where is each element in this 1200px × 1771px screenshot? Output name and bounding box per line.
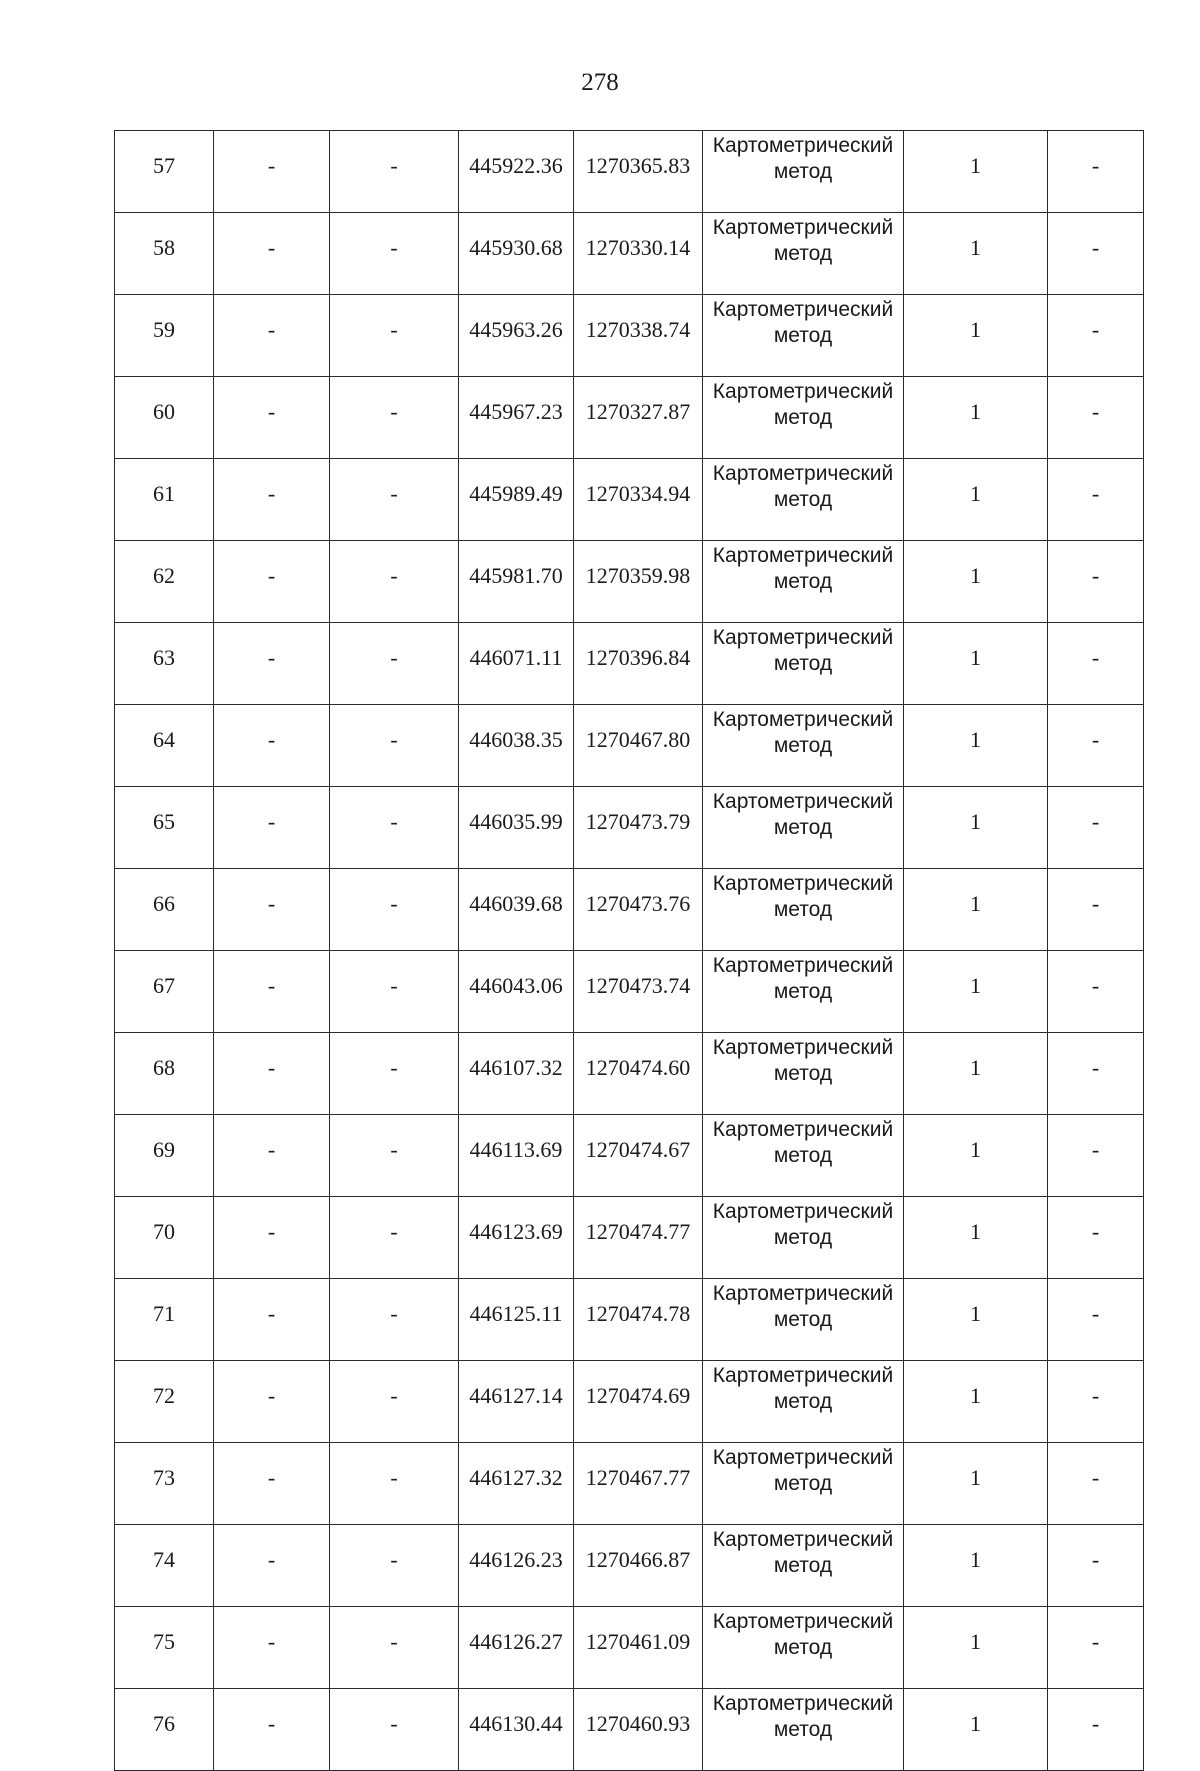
method-cell bbox=[703, 377, 904, 459]
method-line-2: метод bbox=[773, 1636, 833, 1659]
column-2-cell: - bbox=[214, 623, 330, 705]
table-row bbox=[115, 1607, 1144, 1689]
point-number-cell: 62 bbox=[115, 541, 214, 623]
x-coordinate-cell: 445922.36 bbox=[459, 131, 574, 213]
column-3-cell: - bbox=[330, 1525, 459, 1607]
method-cell bbox=[703, 705, 904, 787]
x-coordinate-cell: 446123.69 bbox=[459, 1197, 574, 1279]
y-coordinate-cell: 1270473.76 bbox=[574, 869, 703, 951]
x-coordinate-cell: 446127.14 bbox=[459, 1361, 574, 1443]
method-line-1: Картометрический bbox=[712, 298, 894, 321]
x-coordinate-cell: 446039.68 bbox=[459, 869, 574, 951]
point-number-cell: 64 bbox=[115, 705, 214, 787]
point-number-cell: 72 bbox=[115, 1361, 214, 1443]
column-3-cell: - bbox=[330, 1033, 459, 1115]
method-line-1: Картометрический bbox=[712, 216, 894, 239]
method-line-2: метод bbox=[773, 980, 833, 1003]
y-coordinate-cell: 1270461.09 bbox=[574, 1607, 703, 1689]
accuracy-cell: 1 bbox=[904, 1525, 1048, 1607]
method-cell bbox=[703, 1197, 904, 1279]
method-line-1: Картометрический bbox=[712, 1036, 894, 1059]
column-3-cell: - bbox=[330, 377, 459, 459]
y-coordinate-cell: 1270467.77 bbox=[574, 1443, 703, 1525]
coordinates-table bbox=[114, 130, 1144, 1771]
y-coordinate-cell: 1270474.60 bbox=[574, 1033, 703, 1115]
table-row bbox=[115, 1033, 1144, 1115]
x-coordinate-cell: 446038.35 bbox=[459, 705, 574, 787]
column-3-cell: - bbox=[330, 705, 459, 787]
x-coordinate-cell: 446035.99 bbox=[459, 787, 574, 869]
point-number-cell: 69 bbox=[115, 1115, 214, 1197]
column-3-cell: - bbox=[330, 787, 459, 869]
method-line-2: метод bbox=[773, 160, 833, 183]
x-coordinate-cell: 446125.11 bbox=[459, 1279, 574, 1361]
column-3-cell: - bbox=[330, 1197, 459, 1279]
point-number-cell: 57 bbox=[115, 131, 214, 213]
method-cell bbox=[703, 131, 904, 213]
y-coordinate-cell: 1270473.79 bbox=[574, 787, 703, 869]
method-line-1: Картометрический bbox=[712, 708, 894, 731]
column-3-cell: - bbox=[330, 623, 459, 705]
table-body bbox=[115, 131, 1144, 1771]
method-cell bbox=[703, 213, 904, 295]
method-line-1: Картометрический bbox=[712, 544, 894, 567]
y-coordinate-cell: 1270474.77 bbox=[574, 1197, 703, 1279]
point-number-cell: 68 bbox=[115, 1033, 214, 1115]
last-column-cell: - bbox=[1048, 131, 1144, 213]
method-cell bbox=[703, 295, 904, 377]
method-line-2: метод bbox=[773, 242, 833, 265]
x-coordinate-cell: 446107.32 bbox=[459, 1033, 574, 1115]
column-3-cell: - bbox=[330, 131, 459, 213]
accuracy-cell: 1 bbox=[904, 377, 1048, 459]
table-row bbox=[115, 1361, 1144, 1443]
y-coordinate-cell: 1270396.84 bbox=[574, 623, 703, 705]
point-number-cell: 75 bbox=[115, 1607, 214, 1689]
accuracy-cell: 1 bbox=[904, 459, 1048, 541]
y-coordinate-cell: 1270467.80 bbox=[574, 705, 703, 787]
last-column-cell: - bbox=[1048, 869, 1144, 951]
last-column-cell: - bbox=[1048, 459, 1144, 541]
method-line-1: Картометрический bbox=[712, 872, 894, 895]
last-column-cell: - bbox=[1048, 1525, 1144, 1607]
x-coordinate-cell: 446126.23 bbox=[459, 1525, 574, 1607]
point-number-cell: 63 bbox=[115, 623, 214, 705]
method-line-2: метод bbox=[773, 1472, 833, 1495]
accuracy-cell: 1 bbox=[904, 1443, 1048, 1525]
last-column-cell: - bbox=[1048, 1197, 1144, 1279]
method-cell bbox=[703, 1279, 904, 1361]
y-coordinate-cell: 1270466.87 bbox=[574, 1525, 703, 1607]
point-number-cell: 59 bbox=[115, 295, 214, 377]
method-cell bbox=[703, 459, 904, 541]
table-row bbox=[115, 541, 1144, 623]
method-line-2: метод bbox=[773, 1226, 833, 1249]
method-cell bbox=[703, 1689, 904, 1771]
table-row bbox=[115, 131, 1144, 213]
table-row bbox=[115, 787, 1144, 869]
accuracy-cell: 1 bbox=[904, 1279, 1048, 1361]
point-number-cell: 74 bbox=[115, 1525, 214, 1607]
point-number-cell: 66 bbox=[115, 869, 214, 951]
method-line-1: Картометрический bbox=[712, 1610, 894, 1633]
point-number-cell: 60 bbox=[115, 377, 214, 459]
column-3-cell: - bbox=[330, 541, 459, 623]
table-row bbox=[115, 951, 1144, 1033]
last-column-cell: - bbox=[1048, 705, 1144, 787]
method-line-2: метод bbox=[773, 734, 833, 757]
y-coordinate-cell: 1270359.98 bbox=[574, 541, 703, 623]
column-2-cell: - bbox=[214, 705, 330, 787]
column-2-cell: - bbox=[214, 869, 330, 951]
column-2-cell: - bbox=[214, 951, 330, 1033]
method-line-2: метод bbox=[773, 1308, 833, 1331]
column-2-cell: - bbox=[214, 295, 330, 377]
method-cell bbox=[703, 787, 904, 869]
point-number-cell: 67 bbox=[115, 951, 214, 1033]
column-2-cell: - bbox=[214, 1115, 330, 1197]
column-2-cell: - bbox=[214, 1197, 330, 1279]
point-number-cell: 70 bbox=[115, 1197, 214, 1279]
accuracy-cell: 1 bbox=[904, 1115, 1048, 1197]
method-line-2: метод bbox=[773, 1554, 833, 1577]
x-coordinate-cell: 446130.44 bbox=[459, 1689, 574, 1771]
method-line-2: метод bbox=[773, 1390, 833, 1413]
method-cell bbox=[703, 623, 904, 705]
x-coordinate-cell: 446127.32 bbox=[459, 1443, 574, 1525]
y-coordinate-cell: 1270473.74 bbox=[574, 951, 703, 1033]
last-column-cell: - bbox=[1048, 1689, 1144, 1771]
x-coordinate-cell: 446071.11 bbox=[459, 623, 574, 705]
y-coordinate-cell: 1270474.69 bbox=[574, 1361, 703, 1443]
accuracy-cell: 1 bbox=[904, 1197, 1048, 1279]
method-line-2: метод bbox=[773, 816, 833, 839]
method-line-1: Картометрический bbox=[712, 1282, 894, 1305]
method-line-2: метод bbox=[773, 324, 833, 347]
column-2-cell: - bbox=[214, 541, 330, 623]
column-2-cell: - bbox=[214, 1279, 330, 1361]
accuracy-cell: 1 bbox=[904, 1361, 1048, 1443]
x-coordinate-cell: 445963.26 bbox=[459, 295, 574, 377]
method-line-2: метод bbox=[773, 488, 833, 511]
method-line-2: метод bbox=[773, 898, 833, 921]
last-column-cell: - bbox=[1048, 951, 1144, 1033]
x-coordinate-cell: 445967.23 bbox=[459, 377, 574, 459]
x-coordinate-cell: 446126.27 bbox=[459, 1607, 574, 1689]
column-3-cell: - bbox=[330, 951, 459, 1033]
column-2-cell: - bbox=[214, 1607, 330, 1689]
table-row bbox=[115, 1689, 1144, 1771]
table-row bbox=[115, 295, 1144, 377]
method-cell bbox=[703, 869, 904, 951]
last-column-cell: - bbox=[1048, 295, 1144, 377]
column-2-cell: - bbox=[214, 1361, 330, 1443]
method-cell bbox=[703, 1443, 904, 1525]
column-3-cell: - bbox=[330, 869, 459, 951]
last-column-cell: - bbox=[1048, 541, 1144, 623]
table-row bbox=[115, 1197, 1144, 1279]
column-3-cell: - bbox=[330, 1607, 459, 1689]
x-coordinate-cell: 445981.70 bbox=[459, 541, 574, 623]
method-cell bbox=[703, 1525, 904, 1607]
point-number-cell: 73 bbox=[115, 1443, 214, 1525]
y-coordinate-cell: 1270338.74 bbox=[574, 295, 703, 377]
column-3-cell: - bbox=[330, 1115, 459, 1197]
column-2-cell: - bbox=[214, 131, 330, 213]
method-line-1: Картометрический bbox=[712, 1364, 894, 1387]
point-number-cell: 61 bbox=[115, 459, 214, 541]
column-2-cell: - bbox=[214, 1525, 330, 1607]
x-coordinate-cell: 445930.68 bbox=[459, 213, 574, 295]
last-column-cell: - bbox=[1048, 1361, 1144, 1443]
column-3-cell: - bbox=[330, 295, 459, 377]
accuracy-cell: 1 bbox=[904, 705, 1048, 787]
column-3-cell: - bbox=[330, 1361, 459, 1443]
column-2-cell: - bbox=[214, 213, 330, 295]
column-2-cell: - bbox=[214, 459, 330, 541]
x-coordinate-cell: 445989.49 bbox=[459, 459, 574, 541]
y-coordinate-cell: 1270330.14 bbox=[574, 213, 703, 295]
y-coordinate-cell: 1270474.78 bbox=[574, 1279, 703, 1361]
x-coordinate-cell: 446043.06 bbox=[459, 951, 574, 1033]
table-row bbox=[115, 1115, 1144, 1197]
column-2-cell: - bbox=[214, 1689, 330, 1771]
last-column-cell: - bbox=[1048, 213, 1144, 295]
method-line-1: Картометрический bbox=[712, 380, 894, 403]
column-3-cell: - bbox=[330, 459, 459, 541]
method-line-2: метод bbox=[773, 652, 833, 675]
table-row bbox=[115, 213, 1144, 295]
method-line-1: Картометрический bbox=[712, 954, 894, 977]
point-number-cell: 65 bbox=[115, 787, 214, 869]
table-row bbox=[115, 459, 1144, 541]
accuracy-cell: 1 bbox=[904, 1607, 1048, 1689]
method-line-1: Картометрический bbox=[712, 1528, 894, 1551]
method-line-2: метод bbox=[773, 1718, 833, 1741]
accuracy-cell: 1 bbox=[904, 295, 1048, 377]
method-line-1: Картометрический bbox=[712, 1200, 894, 1223]
point-number-cell: 58 bbox=[115, 213, 214, 295]
accuracy-cell: 1 bbox=[904, 951, 1048, 1033]
last-column-cell: - bbox=[1048, 1607, 1144, 1689]
last-column-cell: - bbox=[1048, 377, 1144, 459]
column-3-cell: - bbox=[330, 1443, 459, 1525]
last-column-cell: - bbox=[1048, 1033, 1144, 1115]
y-coordinate-cell: 1270474.67 bbox=[574, 1115, 703, 1197]
method-cell bbox=[703, 1033, 904, 1115]
method-line-1: Картометрический bbox=[712, 134, 894, 157]
method-line-1: Картометрический bbox=[712, 462, 894, 485]
last-column-cell: - bbox=[1048, 1115, 1144, 1197]
table-row bbox=[115, 869, 1144, 951]
point-number-cell: 71 bbox=[115, 1279, 214, 1361]
accuracy-cell: 1 bbox=[904, 869, 1048, 951]
column-3-cell: - bbox=[330, 1279, 459, 1361]
method-line-1: Картометрический bbox=[712, 790, 894, 813]
column-2-cell: - bbox=[214, 1443, 330, 1525]
method-cell bbox=[703, 1361, 904, 1443]
column-2-cell: - bbox=[214, 377, 330, 459]
accuracy-cell: 1 bbox=[904, 1033, 1048, 1115]
method-line-2: метод bbox=[773, 1144, 833, 1167]
y-coordinate-cell: 1270365.83 bbox=[574, 131, 703, 213]
accuracy-cell: 1 bbox=[904, 213, 1048, 295]
y-coordinate-cell: 1270327.87 bbox=[574, 377, 703, 459]
last-column-cell: - bbox=[1048, 787, 1144, 869]
last-column-cell: - bbox=[1048, 1443, 1144, 1525]
point-number-cell: 76 bbox=[115, 1689, 214, 1771]
method-line-1: Картометрический bbox=[712, 1118, 894, 1141]
method-cell bbox=[703, 1115, 904, 1197]
method-line-2: метод bbox=[773, 406, 833, 429]
accuracy-cell: 1 bbox=[904, 541, 1048, 623]
table-row bbox=[115, 623, 1144, 705]
last-column-cell: - bbox=[1048, 623, 1144, 705]
table-row bbox=[115, 705, 1144, 787]
accuracy-cell: 1 bbox=[904, 787, 1048, 869]
column-2-cell: - bbox=[214, 1033, 330, 1115]
method-cell bbox=[703, 951, 904, 1033]
accuracy-cell: 1 bbox=[904, 623, 1048, 705]
accuracy-cell: 1 bbox=[904, 1689, 1048, 1771]
accuracy-cell: 1 bbox=[904, 131, 1048, 213]
method-cell bbox=[703, 541, 904, 623]
method-line-1: Картометрический bbox=[712, 626, 894, 649]
x-coordinate-cell: 446113.69 bbox=[459, 1115, 574, 1197]
method-cell bbox=[703, 1607, 904, 1689]
last-column-cell: - bbox=[1048, 1279, 1144, 1361]
table-row bbox=[115, 1443, 1144, 1525]
column-3-cell: - bbox=[330, 213, 459, 295]
column-2-cell: - bbox=[214, 787, 330, 869]
table-row bbox=[115, 377, 1144, 459]
y-coordinate-cell: 1270334.94 bbox=[574, 459, 703, 541]
method-line-1: Картометрический bbox=[712, 1446, 894, 1469]
method-line-2: метод bbox=[773, 1062, 833, 1085]
y-coordinate-cell: 1270460.93 bbox=[574, 1689, 703, 1771]
column-3-cell: - bbox=[330, 1689, 459, 1771]
page-number: 278 bbox=[581, 69, 619, 96]
table-row bbox=[115, 1279, 1144, 1361]
method-line-2: метод bbox=[773, 570, 833, 593]
method-line-1: Картометрический bbox=[712, 1692, 894, 1715]
table-row bbox=[115, 1525, 1144, 1607]
